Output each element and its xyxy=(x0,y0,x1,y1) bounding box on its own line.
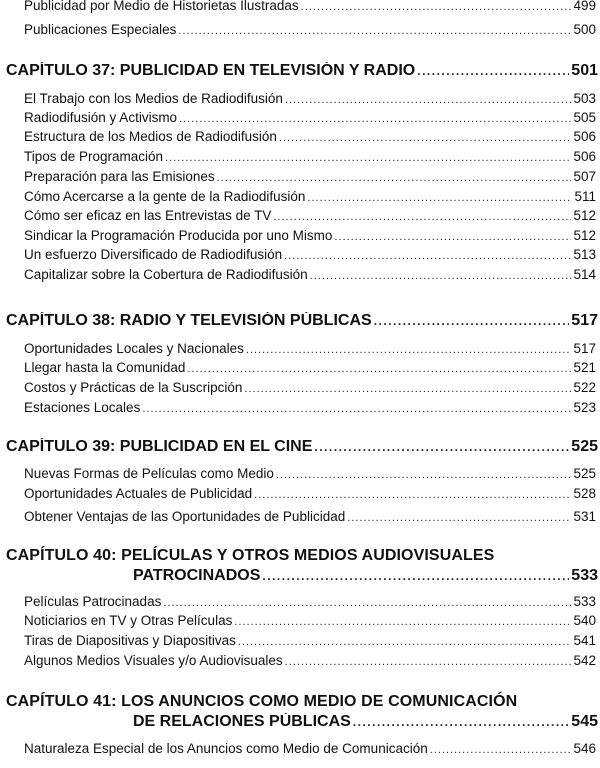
dot-leader xyxy=(187,363,571,375)
toc-entry-title: Algunos Medios Visuales y/o Audiovisuales xyxy=(24,653,283,668)
toc-entry-title: Cómo Acercarse a la gente de la Radiodifusión xyxy=(24,189,306,204)
toc-entry-title: Naturaleza Especial de los Anuncios como Medio de Comunicación xyxy=(24,741,428,756)
toc-entry xyxy=(24,208,596,228)
dot-leader xyxy=(163,597,571,609)
chapter-heading xyxy=(133,567,598,589)
chapter-page: 517 xyxy=(571,312,598,329)
chapter-page: 533 xyxy=(571,567,598,584)
toc-entry-page: 521 xyxy=(573,360,596,375)
dot-leader xyxy=(284,250,571,262)
toc-entry-page: 500 xyxy=(573,22,596,37)
toc-entry xyxy=(24,228,596,248)
toc-entry-title: Nuevas Formas de Películas como Medio xyxy=(24,466,274,481)
chapter-heading xyxy=(6,312,598,334)
toc-entry xyxy=(24,341,596,361)
toc-entry xyxy=(24,91,596,111)
dot-leader xyxy=(417,64,569,78)
toc-entry-page: 517 xyxy=(573,341,596,356)
toc-entry-page: 522 xyxy=(573,380,596,395)
toc-entry xyxy=(24,633,596,653)
toc-entry-title: Preparación para las Emisiones xyxy=(24,169,215,184)
toc-entry-page: 514 xyxy=(573,267,596,282)
toc-entry-page: 507 xyxy=(573,169,596,184)
dot-leader xyxy=(273,211,571,223)
toc-entry-title: Publicaciones Especiales xyxy=(24,22,177,37)
chapter-page: 525 xyxy=(571,438,598,455)
toc-entry-title: Capitalizar sobre la Cobertura de Radiodifusión xyxy=(24,267,308,282)
chapter-title: CAPÍTULO 37: PUBLICIDAD EN TELEVISIÓN Y RADIO xyxy=(6,62,416,79)
toc-entry-page: 531 xyxy=(573,509,596,524)
toc-entry-title: Estructura de los Medios de Radiodifusión xyxy=(24,129,277,144)
chapter-heading xyxy=(6,438,598,460)
toc-entry xyxy=(24,149,596,169)
chapter-title-line: CAPÍTULO 41: LOS ANUNCIOS COMO MEDIO DE COMUNICACIÓN xyxy=(6,693,518,710)
toc-entry xyxy=(24,613,596,633)
toc-entry-title: Oportunidades Actuales de Publicidad xyxy=(24,486,253,501)
toc-entry-title: Publicidad por Medio de Historietas Ilustradas xyxy=(24,0,299,13)
chapter-title: DE RELACIONES PÚBLICAS xyxy=(133,713,351,730)
chapter-heading xyxy=(6,62,598,84)
toc-entry xyxy=(24,0,596,18)
dot-leader xyxy=(244,383,571,395)
toc-entry-title: Estaciones Locales xyxy=(24,400,141,415)
dot-leader xyxy=(276,469,572,481)
toc-entry-page: 506 xyxy=(573,129,596,144)
dot-leader xyxy=(217,172,572,184)
dot-leader xyxy=(374,314,570,328)
toc-entry-page: 523 xyxy=(573,400,596,415)
dot-leader xyxy=(347,512,571,524)
chapter-page: 501 xyxy=(571,62,598,79)
toc-entry-title: Sindicar la Programación Producida por uno Mismo xyxy=(24,228,333,243)
toc-entry-page: 503 xyxy=(573,91,596,106)
toc-entry-title: El Trabajo con los Medios de Radiodifusión xyxy=(24,91,283,106)
toc-entry xyxy=(24,400,596,420)
toc-entry-title: Llegar hasta la Comunidad xyxy=(24,360,186,375)
toc-entry-title: Películas Patrocinadas xyxy=(24,594,162,609)
toc-entry-title: Oportunidades Locales y Nacionales xyxy=(24,341,244,356)
dot-leader xyxy=(142,403,571,415)
toc-entry-title: Obtener Ventajas de las Oportunidades de Publicidad xyxy=(24,509,346,524)
toc-entry-page: 542 xyxy=(573,653,596,668)
toc-entry xyxy=(24,267,596,287)
toc-entry-page: 541 xyxy=(573,633,596,648)
toc-entry-title: Cómo ser eficaz en las Entrevistas de TV xyxy=(24,208,272,223)
toc-entry xyxy=(24,129,596,149)
toc-entry xyxy=(24,741,596,761)
toc-entry-page: 511 xyxy=(574,189,596,204)
toc-entry xyxy=(24,594,596,614)
dot-leader xyxy=(279,132,572,144)
toc-entry-page: 533 xyxy=(573,594,596,609)
dot-leader xyxy=(179,113,571,125)
dot-leader xyxy=(430,744,572,756)
toc-entry-page: 505 xyxy=(573,110,596,125)
dot-leader xyxy=(254,489,571,501)
dot-leader xyxy=(314,440,569,454)
dot-leader xyxy=(178,25,571,37)
toc-entry-page: 512 xyxy=(573,208,596,223)
toc-entry xyxy=(24,169,596,189)
toc-entry-page: 528 xyxy=(573,486,596,501)
dot-leader xyxy=(234,616,571,628)
dot-leader xyxy=(301,1,572,13)
dot-leader xyxy=(334,231,571,243)
chapter-title-line: CAPÍTULO 40: PELÍCULAS Y OTROS MEDIOS AUDIOVISUALES xyxy=(6,547,495,564)
chapter-title: CAPÍTULO 38: RADIO Y TELEVISIÓN PÚBLICAS xyxy=(6,312,372,329)
toc-entry xyxy=(24,380,596,400)
dot-leader xyxy=(307,192,572,204)
dot-leader xyxy=(165,152,571,164)
toc-entry xyxy=(24,110,596,130)
toc-entry-title: Tipos de Programación xyxy=(24,149,164,164)
toc-entry-title: Noticiarios en TV y Otras Películas xyxy=(24,613,233,628)
toc-entry xyxy=(24,653,596,673)
toc-entry xyxy=(24,486,596,506)
dot-leader xyxy=(262,569,569,583)
dot-leader xyxy=(285,656,572,668)
toc-entry-page: 525 xyxy=(573,466,596,481)
chapter-heading xyxy=(133,713,598,735)
toc-entry-page: 499 xyxy=(573,0,596,13)
dot-leader xyxy=(238,636,572,648)
toc-entry xyxy=(24,509,596,529)
toc-entry-page: 540 xyxy=(573,613,596,628)
dot-leader xyxy=(353,715,570,729)
toc-entry-title: Un esfuerzo Diversificado de Radiodifusión xyxy=(24,247,283,262)
toc-entry xyxy=(24,22,596,42)
toc-entry-page: 513 xyxy=(573,247,596,262)
toc-entry xyxy=(24,360,596,380)
toc-entry-page: 512 xyxy=(573,228,596,243)
chapter-title: CAPÍTULO 39: PUBLICIDAD EN EL CINE xyxy=(6,438,313,455)
chapter-page: 545 xyxy=(571,713,598,730)
chapter-title: PATROCINADOS xyxy=(133,567,261,584)
toc-entry xyxy=(24,247,596,267)
toc-entry xyxy=(24,189,596,209)
dot-leader xyxy=(246,344,572,356)
toc-entry-title: Costos y Prácticas de la Suscripción xyxy=(24,380,243,395)
dot-leader xyxy=(285,94,572,106)
toc-entry-page: 506 xyxy=(573,149,596,164)
dot-leader xyxy=(310,270,572,282)
toc-entry-page: 546 xyxy=(573,741,596,756)
toc-entry xyxy=(24,466,596,486)
toc-entry-title: Radiodifusión y Activismo xyxy=(24,110,178,125)
toc-entry-title: Tiras de Diapositivas y Diapositivas xyxy=(24,633,236,648)
